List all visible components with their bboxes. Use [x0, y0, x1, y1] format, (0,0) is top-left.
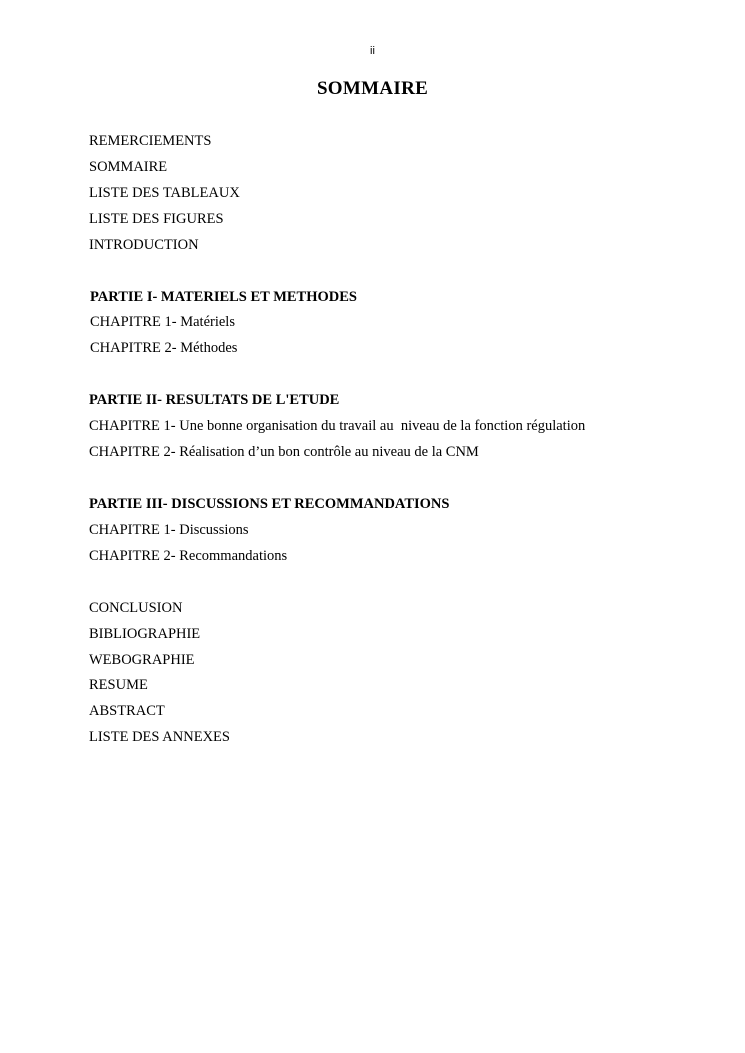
toc-entry-abstract: ABSTRACT	[89, 703, 165, 720]
toc-back-matter	[89, 596, 709, 751]
toc-entry-liste-figures: LISTE DES FIGURES	[89, 210, 224, 227]
toc-part-1	[89, 285, 709, 363]
toc-entry-liste-tableaux: LISTE DES TABLEAUX	[89, 184, 240, 201]
toc-entry-resume: RESUME	[89, 677, 148, 694]
toc-entry-sommaire: SOMMAIRE	[89, 158, 168, 175]
toc-part-3-chapter-2: CHAPITRE 2- Recommandations	[89, 547, 288, 564]
table-of-contents	[89, 129, 709, 777]
toc-part-1-heading: PARTIE I- MATERIELS ET METHODES	[90, 288, 357, 305]
toc-part-3	[89, 492, 709, 570]
toc-entry-conclusion: CONCLUSION	[89, 599, 183, 616]
toc-part-2-chapter-1: CHAPITRE 1- Une bonne organisation du travail au niveau de la fonction régulation	[89, 418, 586, 435]
toc-entry-liste-annexes: LISTE DES ANNEXES	[89, 729, 230, 746]
toc-part-2-chapter-2: CHAPITRE 2- Réalisation d’un bon contrôle au niveau de la CNM	[89, 444, 479, 461]
toc-part-3-heading: PARTIE III- DISCUSSIONS ET RECOMMANDATIONS	[89, 495, 450, 512]
toc-part-1-chapter-2: CHAPITRE 2- Méthodes	[90, 340, 238, 357]
toc-entry-bibliographie: BIBLIOGRAPHIE	[89, 625, 201, 642]
toc-front-matter	[89, 129, 709, 259]
toc-entry-webographie: WEBOGRAPHIE	[89, 651, 195, 668]
toc-entry-remerciements: REMERCIEMENTS	[89, 133, 212, 149]
toc-part-2	[89, 388, 709, 466]
toc-part-1-chapter-1: CHAPITRE 1- Matériels	[90, 314, 235, 331]
toc-part-2-heading: PARTIE II- RESULTATS DE L'ETUDE	[89, 392, 340, 409]
toc-part-3-chapter-1: CHAPITRE 1- Discussions	[89, 521, 249, 538]
page-title: SOMMAIRE	[316, 78, 429, 99]
toc-entry-introduction: INTRODUCTION	[89, 236, 199, 253]
page-number: ii	[370, 45, 375, 57]
